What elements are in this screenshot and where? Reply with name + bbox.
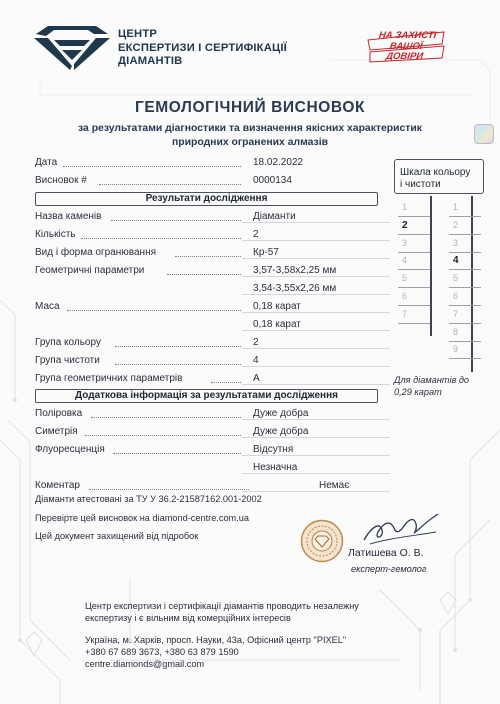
result-label: Група кольору: [35, 337, 101, 348]
date-value: 18.02.2022: [253, 157, 304, 168]
dotted-leader: [67, 310, 241, 311]
scale-grade: 7: [398, 309, 428, 326]
footer-statement: [85, 600, 359, 624]
result-value: 2: [253, 229, 259, 240]
result-value: А: [253, 373, 260, 384]
document-subtitle: [30, 122, 470, 150]
expert-role: експерт-гемолог: [351, 564, 427, 574]
color-scale-line: [430, 196, 432, 336]
additional-section-header: Додаткова інформація за результатами дослідження: [35, 389, 378, 403]
value-underline: [242, 437, 390, 438]
value-underline: [242, 473, 390, 474]
dotted-leader: [91, 417, 241, 418]
additional-label: Поліровка: [35, 408, 83, 419]
footer-phones: +380 67 689 3673, +380 63 879 1590: [85, 647, 239, 657]
additional-value: Відсутня: [253, 444, 294, 455]
scale-grade: 6: [449, 291, 479, 308]
verify-note: Перевірте цей висновок на diamond-centre.com.ua: [35, 513, 249, 523]
scale-note: [394, 374, 489, 398]
scale-grade: 7: [449, 309, 479, 326]
scale-title-line: і чистоти: [400, 179, 441, 190]
value-underline: [242, 222, 390, 223]
dotted-leader: [211, 382, 241, 383]
value-underline: [242, 366, 390, 367]
expert-name: Латишева О. В.: [348, 547, 424, 559]
stamp-line: НА ЗАХИСТІ: [378, 30, 438, 41]
protection-note: Цей документ захищений від підробок: [35, 531, 199, 541]
value-underline: [242, 348, 390, 349]
result-value: 3,57-3,58х2,25 мм: [253, 265, 337, 276]
org-name-line: ДІАМАНТІВ: [118, 55, 183, 67]
dotted-leader: [115, 346, 241, 347]
dotted-leader: [85, 435, 241, 436]
value-underline: [242, 455, 390, 456]
result-value: 0,18 карат: [253, 319, 301, 330]
result-value: 3,54-3,55х2,26 мм: [253, 283, 337, 294]
result-value: 0,18 карат: [253, 301, 301, 312]
footer-email: centre.diamonds@gmail.com: [85, 659, 205, 669]
additional-value: Незначна: [253, 462, 298, 473]
result-label: Група чистоти: [35, 355, 100, 366]
value-underline: [242, 330, 390, 331]
result-label: Група геометричних параметрів: [35, 373, 183, 384]
value-underline: [242, 276, 390, 277]
value-underline: [242, 240, 390, 241]
scale-grade: 5: [398, 273, 428, 290]
subtitle-line: за результатами діагностики та визначення якісних характеристик: [78, 123, 422, 134]
scale-note-line: 0,29 карат: [394, 387, 442, 397]
scale-title-box: [394, 159, 484, 194]
hologram-icon: [474, 124, 494, 144]
stamp-line: ВАШОЇ: [388, 40, 424, 52]
scale-grade: 6: [398, 291, 428, 308]
slogan-stamp: [364, 31, 448, 63]
value-underline: [242, 419, 390, 420]
scale-grade: 2: [449, 220, 479, 237]
value-underline: [242, 384, 390, 385]
result-value: 2: [253, 337, 259, 348]
value-underline: [242, 491, 390, 492]
additional-value: Дуже добра: [253, 408, 309, 419]
additional-label: Флуоресценція: [35, 444, 105, 455]
dotted-leader: [99, 184, 241, 185]
additional-value: Дуже добра: [253, 426, 309, 437]
scale-note-line: Для діамантів до: [394, 375, 470, 385]
dotted-leader: [175, 256, 241, 257]
dotted-leader: [115, 364, 241, 365]
dotted-leader: [113, 453, 241, 454]
footer-statement-line: Центр експертизи і сертифікації діамантів проводить незалежну: [85, 601, 359, 611]
result-value: Кр-57: [253, 247, 279, 258]
date-label: Дата: [35, 157, 58, 168]
dotted-leader: [111, 220, 241, 221]
scale-grade: 1: [398, 202, 428, 219]
stamp-line: ДОВІРИ: [385, 51, 424, 62]
diamond-logo-icon: [34, 26, 110, 70]
additional-label: Симетрія: [35, 426, 78, 437]
number-value: 0000134: [253, 175, 292, 186]
result-value: Діаманти: [253, 211, 296, 222]
value-underline: [242, 312, 390, 313]
result-label: Назва каменів: [35, 211, 102, 222]
handwritten-signature: [360, 510, 440, 550]
scale-grade: 3: [449, 238, 479, 255]
result-value: 4: [253, 355, 259, 366]
subtitle-line: природних огранених алмазів: [172, 137, 328, 148]
footer-address: Україна, м. Харків, просп. Науки, 43а, Офісний центр "PIXEL": [85, 635, 347, 645]
scale-grade: 3: [398, 238, 428, 255]
company-seal-icon: [300, 519, 344, 563]
attestation-note: Діаманти атестовані за ТУ У 36.2-21587162.001-2002: [35, 494, 262, 504]
org-name-line: ЦЕНТР: [118, 28, 158, 40]
result-label: Маса: [35, 301, 60, 312]
value-underline: [242, 258, 390, 259]
scale-grade: 2: [398, 220, 428, 237]
footer-contacts: [85, 634, 346, 670]
organization-name: [118, 28, 287, 69]
dotted-leader: [89, 489, 249, 490]
result-label: Вид і форма огранювання: [35, 247, 157, 258]
number-label: Висновок #: [35, 175, 87, 186]
dotted-leader: [63, 166, 241, 167]
org-name-line: ЕКСПЕРТИЗИ І СЕРТИФІКАЦІЇ: [118, 41, 287, 54]
results-section-header: Результати дослідження: [35, 192, 378, 206]
scale-title-line: Шкала кольору: [400, 167, 471, 178]
result-label: Геометричні параметри: [35, 265, 145, 276]
result-label: Кількість: [35, 229, 76, 240]
scale-grade: 4: [398, 255, 428, 272]
value-underline: [242, 294, 390, 295]
additional-value: Немає: [319, 480, 350, 491]
footer-statement-line: експертизу і є вільним від комерційних інтересів: [85, 613, 291, 623]
scale-grade: 4: [449, 255, 479, 272]
dotted-leader: [81, 238, 241, 239]
scale-grade: 5: [449, 273, 479, 290]
dotted-leader: [167, 274, 241, 275]
scale-grade: 9: [449, 344, 479, 361]
scale-grade: 1: [449, 202, 479, 219]
additional-label: Коментар: [35, 480, 80, 491]
scale-grade: 8: [449, 327, 479, 344]
document-title: ГЕМОЛОГІЧНИЙ ВИСНОВОК: [134, 99, 366, 116]
